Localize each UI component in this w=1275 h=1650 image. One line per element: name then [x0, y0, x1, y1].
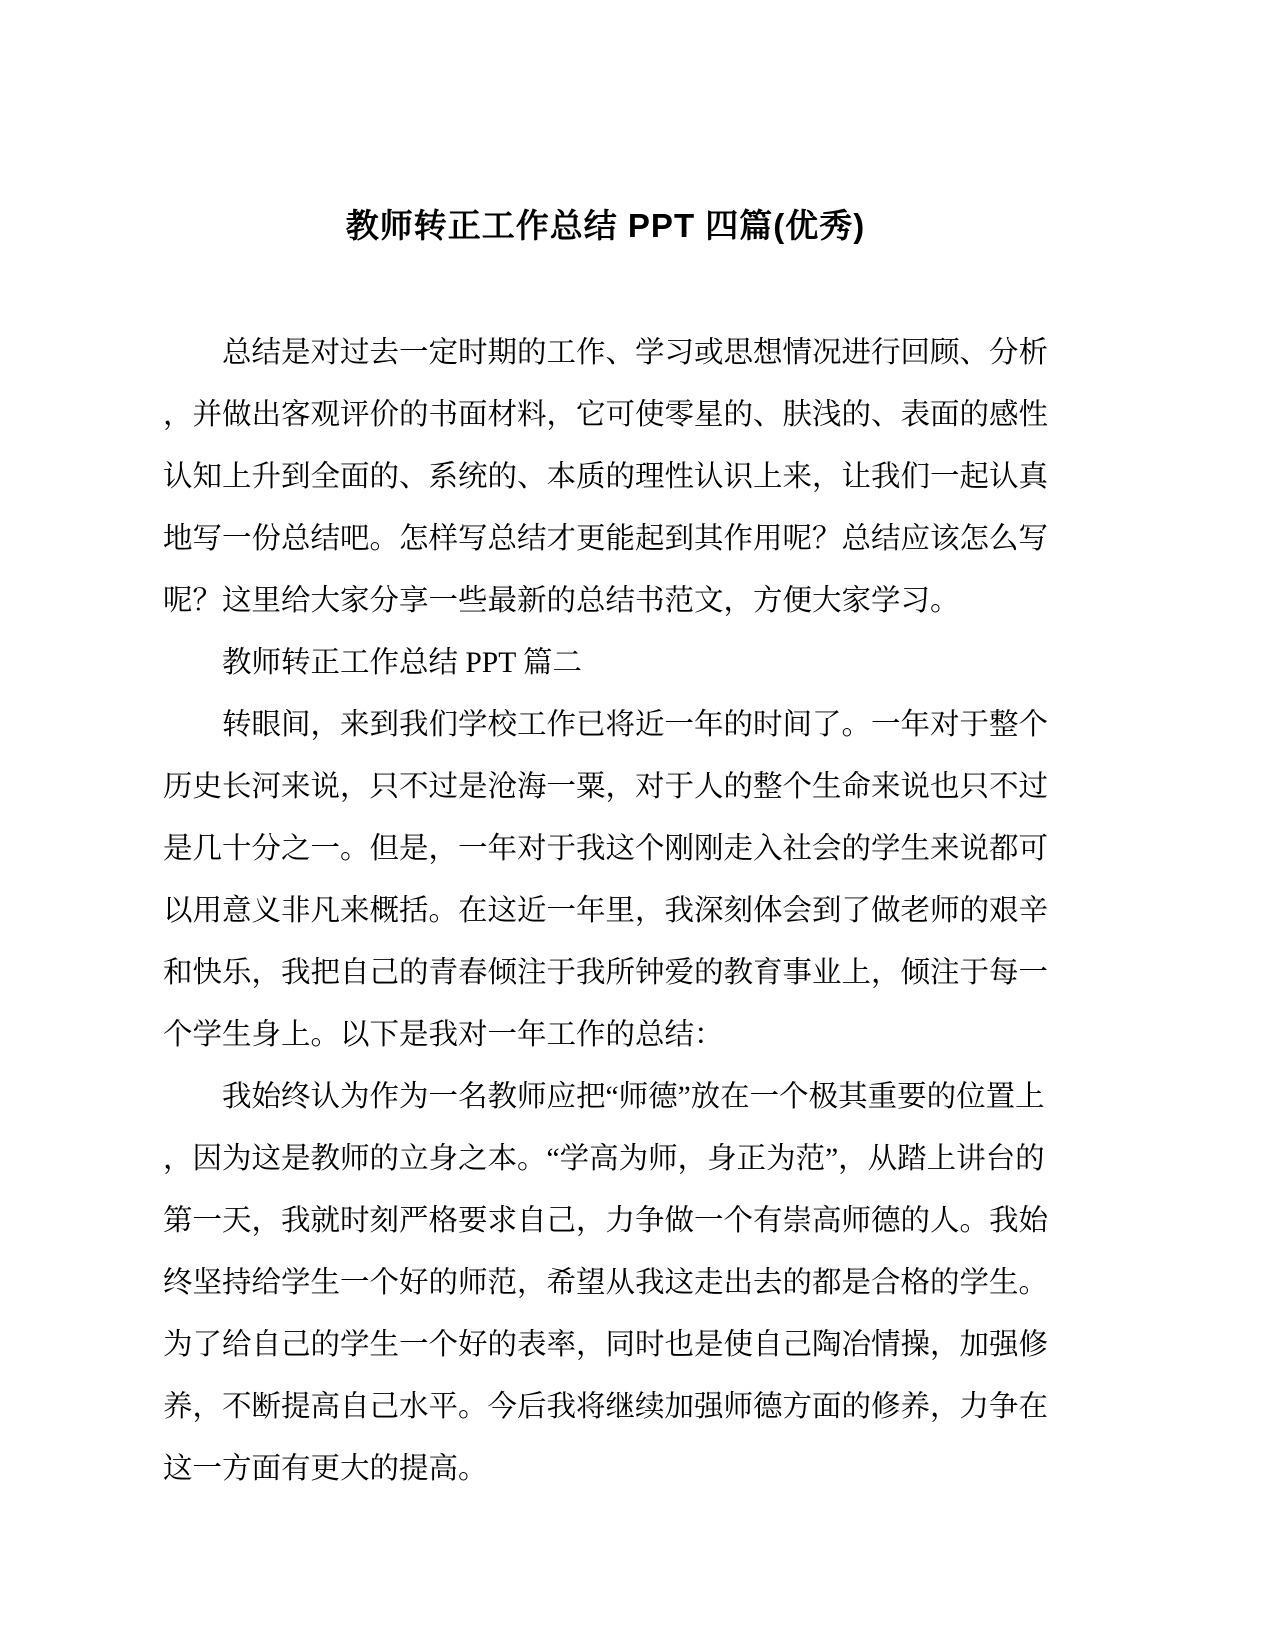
- text-line: 总结是对过去一定时期的工作、学习或思想情况进行回顾、分析: [222, 337, 1049, 369]
- paragraph-year-review: [163, 694, 1053, 1066]
- text-line: 历史长河来说，只不过是沧海一粟，对于人的整个生命来说也只不过: [163, 771, 1049, 803]
- text-line: 我始终认为作为一名教师应把“师德”放在一个极其重要的位置上: [222, 1081, 1045, 1113]
- text-line: 这一方面有更大的提高。: [163, 1453, 488, 1485]
- text-line: 第一天，我就时刻严格要求自己，力争做一个有崇高师德的人。我始: [163, 1205, 1049, 1237]
- paragraph-shide: [163, 1066, 1053, 1500]
- text-line: 地写一份总结吧。怎样写总结才更能起到其作用呢？总结应该怎么写: [163, 523, 1049, 555]
- document-title: 教师转正工作总结 PPT 四篇(优秀): [345, 207, 866, 244]
- text-line: 和快乐，我把自己的青春倾注于我所钟爱的教育事业上，倾注于每一: [163, 957, 1049, 989]
- document-body: [163, 322, 1053, 1500]
- text-line: 呢？这里给大家分享一些最新的总结书范文，方便大家学习。: [163, 585, 960, 617]
- text-line: 认知上升到全面的、系统的、本质的理性认识上来，让我们一起认真: [163, 461, 1049, 493]
- section-heading-line: 教师转正工作总结 PPT 篇二: [222, 647, 583, 679]
- text-line: 转眼间，来到我们学校工作已将近一年的时间了。一年对于整个: [222, 709, 1049, 741]
- text-line: ，因为这是教师的立身之本。“学高为师，身正为范”，从踏上讲台的: [163, 1143, 1045, 1175]
- text-line: ，并做出客观评价的书面材料，它可使零星的、肤浅的、表面的感性: [163, 399, 1049, 431]
- text-line: 个学生身上。以下是我对一年工作的总结：: [163, 1019, 724, 1051]
- paragraph-section-heading: [163, 632, 1053, 694]
- text-line: 以用意义非凡来概括。在这近一年里，我深刻体会到了做老师的艰辛: [163, 895, 1049, 927]
- text-line: 为了给自己的学生一个好的表率，同时也是使自己陶冶情操，加强修: [163, 1329, 1049, 1361]
- paragraph-intro: [163, 322, 1053, 632]
- text-line: 终坚持给学生一个好的师范，希望从我这走出去的都是合格的学生。: [163, 1267, 1049, 1299]
- text-line: 养，不断提高自己水平。今后我将继续加强师德方面的修养，力争在: [163, 1391, 1049, 1423]
- text-line: 是几十分之一。但是，一年对于我这个刚刚走入社会的学生来说都可: [163, 833, 1049, 865]
